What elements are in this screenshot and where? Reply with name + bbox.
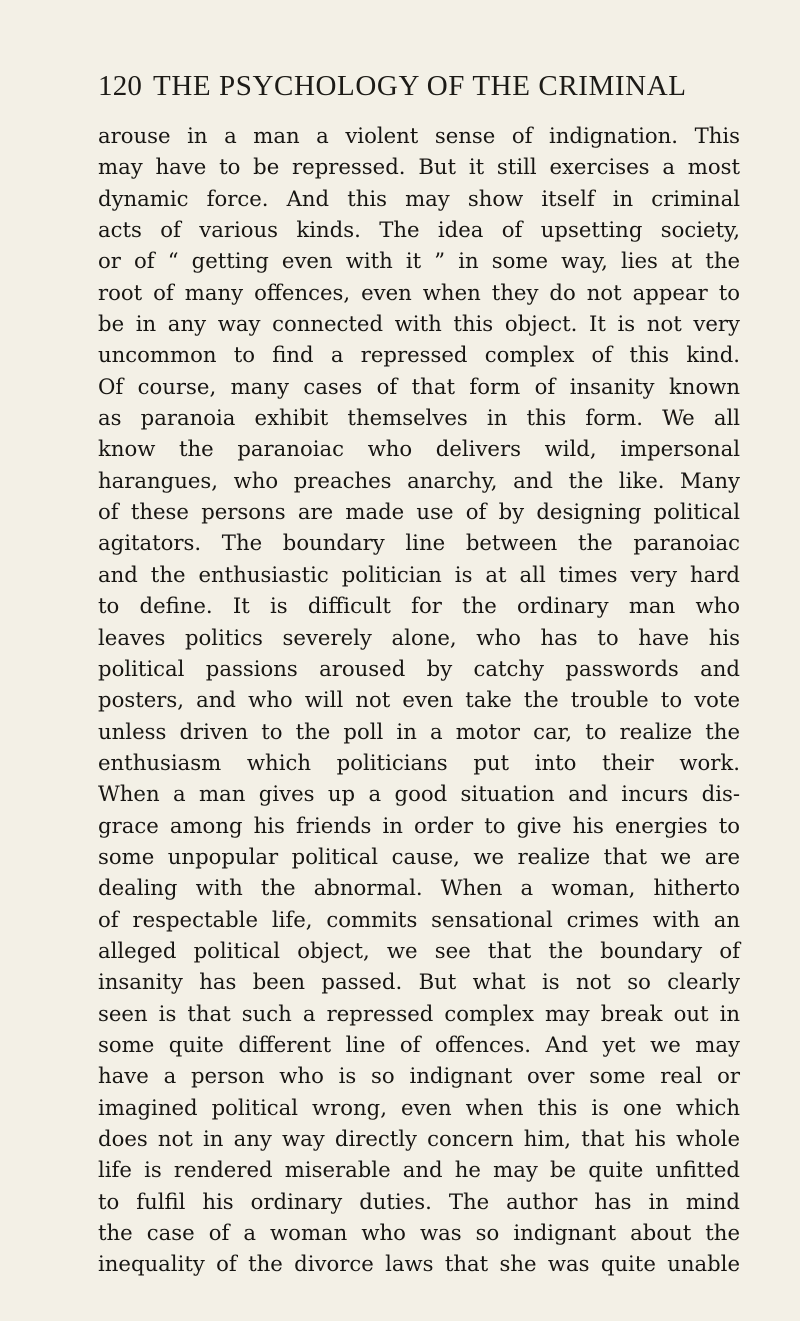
text-line: enthusiasm which politicians put into their work. (98, 749, 740, 775)
text-line: imagined political wrong, even when this is one which (98, 1094, 740, 1120)
text-line: posters, and who will not even take the trouble to vote (98, 687, 740, 713)
running-head (98, 70, 743, 110)
text-line: to fulfil his ordinary duties. The author has in mind (98, 1188, 740, 1214)
text-line: grace among his friends in order to give his energies to (98, 812, 740, 838)
text-line: harangues, who preaches anarchy, and the like. Many (98, 467, 740, 493)
text-line: have a person who is so indignant over some real or (98, 1063, 740, 1089)
running-title: THE PSYCHOLOGY OF THE CRIMINAL (153, 70, 687, 102)
page-number: 120 (98, 70, 143, 102)
text-line: inequality of the divorce laws that she was quite unable (98, 1251, 740, 1277)
text-line: as paranoia exhibit themselves in this form. We all (98, 405, 740, 431)
text-line: dynamic force. And this may show itself in criminal (98, 185, 740, 211)
text-line: uncommon to find a repressed complex of this kind. (98, 342, 740, 368)
text-line: political passions aroused by catchy passwords and (98, 655, 740, 681)
text-line: agitators. The boundary line between the paranoiac (98, 530, 740, 556)
text-line: life is rendered miserable and he may be quite unfitted (98, 1157, 740, 1183)
text-line: root of many offences, even when they do not appear to (98, 279, 740, 305)
text-line: be in any way connected with this object. It is not very (98, 311, 740, 337)
text-line: leaves politics severely alone, who has to have his (98, 624, 740, 650)
text-line: some unpopular political cause, we realize that we are (98, 843, 740, 869)
text-line: of respectable life, commits sensational crimes with an (98, 906, 740, 932)
text-line: seen is that such a repressed complex may break out in (98, 1000, 740, 1026)
text-line: may have to be repressed. But it still exercises a most (98, 154, 740, 180)
text-line: dealing with the abnormal. When a woman, hitherto (98, 875, 740, 901)
text-line: and the enthusiastic politician is at all times very hard (98, 561, 740, 587)
text-line: of these persons are made use of by designing political (98, 499, 740, 525)
text-line: unless driven to the poll in a motor car, to realize the (98, 718, 740, 744)
text-line: acts of various kinds. The idea of upsetting society, (98, 217, 740, 243)
text-line: alleged political object, we see that the boundary of (98, 937, 740, 963)
text-line: to define. It is difficult for the ordinary man who (98, 593, 740, 619)
body-text (98, 120, 740, 1280)
text-line: insanity has been passed. But what is not so clearly (98, 969, 740, 995)
text-line: the case of a woman who was so indignant about the (98, 1220, 740, 1246)
text-line: When a man gives up a good situation and incurs dis- (98, 781, 740, 807)
text-line: or of “ getting even with it ” in some way, lies at the (98, 248, 740, 274)
text-line: know the paranoiac who delivers wild, impersonal (98, 436, 740, 462)
text-line: arouse in a man a violent sense of indignation. This (98, 123, 740, 148)
text-line: some quite different line of offences. And yet we may (98, 1031, 740, 1057)
text-line: does not in any way directly concern him, that his whole (98, 1126, 740, 1151)
text-line: Of course, many cases of that form of insanity known (98, 373, 740, 399)
